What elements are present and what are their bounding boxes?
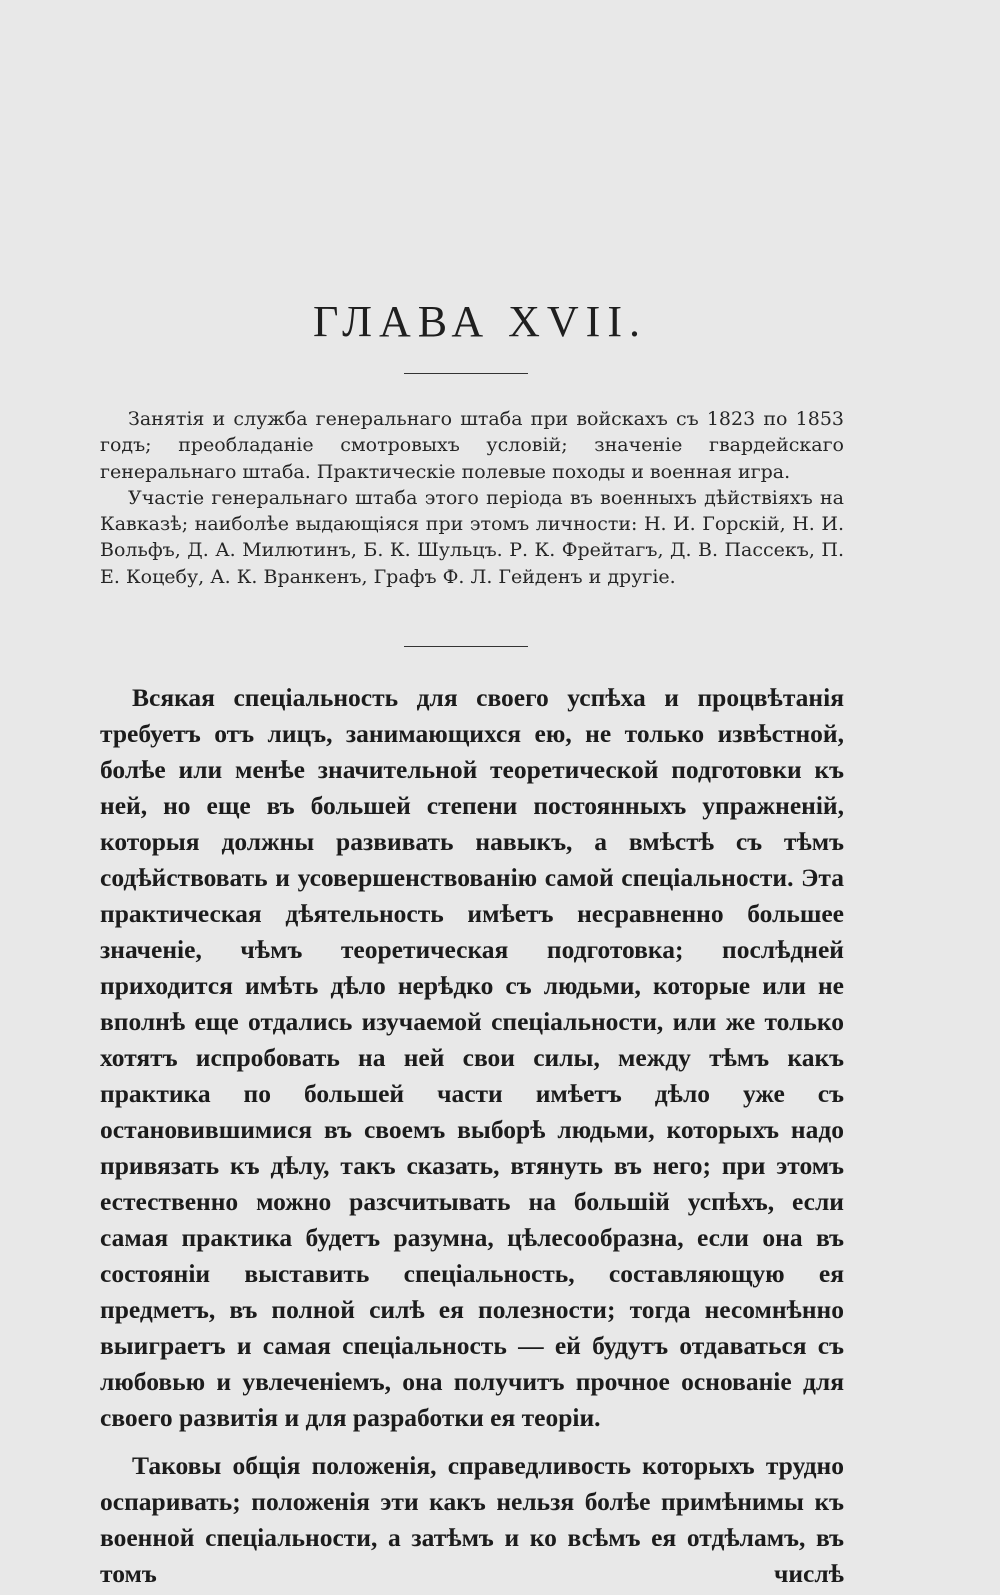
chapter-title: ГЛАВА XVII. (313, 297, 647, 346)
divider-top (404, 373, 528, 374)
chapter-body (100, 680, 844, 1592)
divider-bottom (404, 646, 528, 647)
body-paragraph: Всякая спеціальность для своего успѣха и процвѣтанія требуетъ отъ лицъ, занимающихся ею, не только извѣстной, болѣе или менѣе значительной теоретической подготовки къ ней, но еще въ большей степени постоянныхъ упражненій, которыя должны развивать навыкъ, а вмѣстѣ съ тѣмъ содѣйствовать и усовершенствованію самой спеціальности. Эта практическая дѣятельность имѣетъ несравненно большее значеніе, чѣмъ теоретическая подготовка; послѣдней приходится имѣть дѣло нерѣдко съ людьми, которые или не вполнѣ еще отдались изучаемой спеціальности, или же только хотятъ испробовать на ней свои силы, между тѣмъ какъ практика по большей части имѣетъ дѣло уже съ остановившимися въ своемъ выборѣ людьми, которыхъ надо привязать къ дѣлу, такъ сказать, втянуть въ него; при этомъ естественно можно разсчитывать на большій успѣхъ, если самая практика будетъ разумна, цѣлесообразна, если она въ состояніи выставить спеціальность, составляющую ея предметъ, въ полной силѣ ея полезности; тогда несомнѣнно выиграетъ и самая спеціальность — ей будутъ отдаваться съ любовью и увлеченіемъ, она получитъ прочное основаніе для своего развитія и для разработки ея теоріи. (100, 683, 844, 1432)
summary-paragraph: Участіе генеральнаго штаба этого періода въ военныхъ дѣйствіяхъ на Кавказѣ; наиболѣе выдающіяся при этомъ личности: Н. И. Горскій, Н. И. Вольфъ, Д. А. Милютинъ, Б. К. Шульцъ. Р. К. Фрейтагъ, Д. В. Пассекъ, П. Е. Коцебу, А. К. Вранкенъ, Графъ Ф. Л. Гейденъ и другіе. (100, 486, 844, 588)
body-paragraph: Таковы общія положенія, справедливость которыхъ трудно оспаривать; положенія эти какъ нельзя болѣе примѣнимы къ военной спеціальности, а затѣмъ и ко всѣмъ ея отдѣламъ, въ томъ числѣ (100, 1451, 844, 1588)
chapter-summary (100, 406, 844, 590)
summary-paragraph: Занятія и служба генеральнаго штаба при войскахъ съ 1823 по 1853 годъ; преобладаніе смотровыхъ условій; значеніе гвардейскаго генеральнаго штаба. Практическіе полевые походы и военная игра. (100, 408, 844, 483)
